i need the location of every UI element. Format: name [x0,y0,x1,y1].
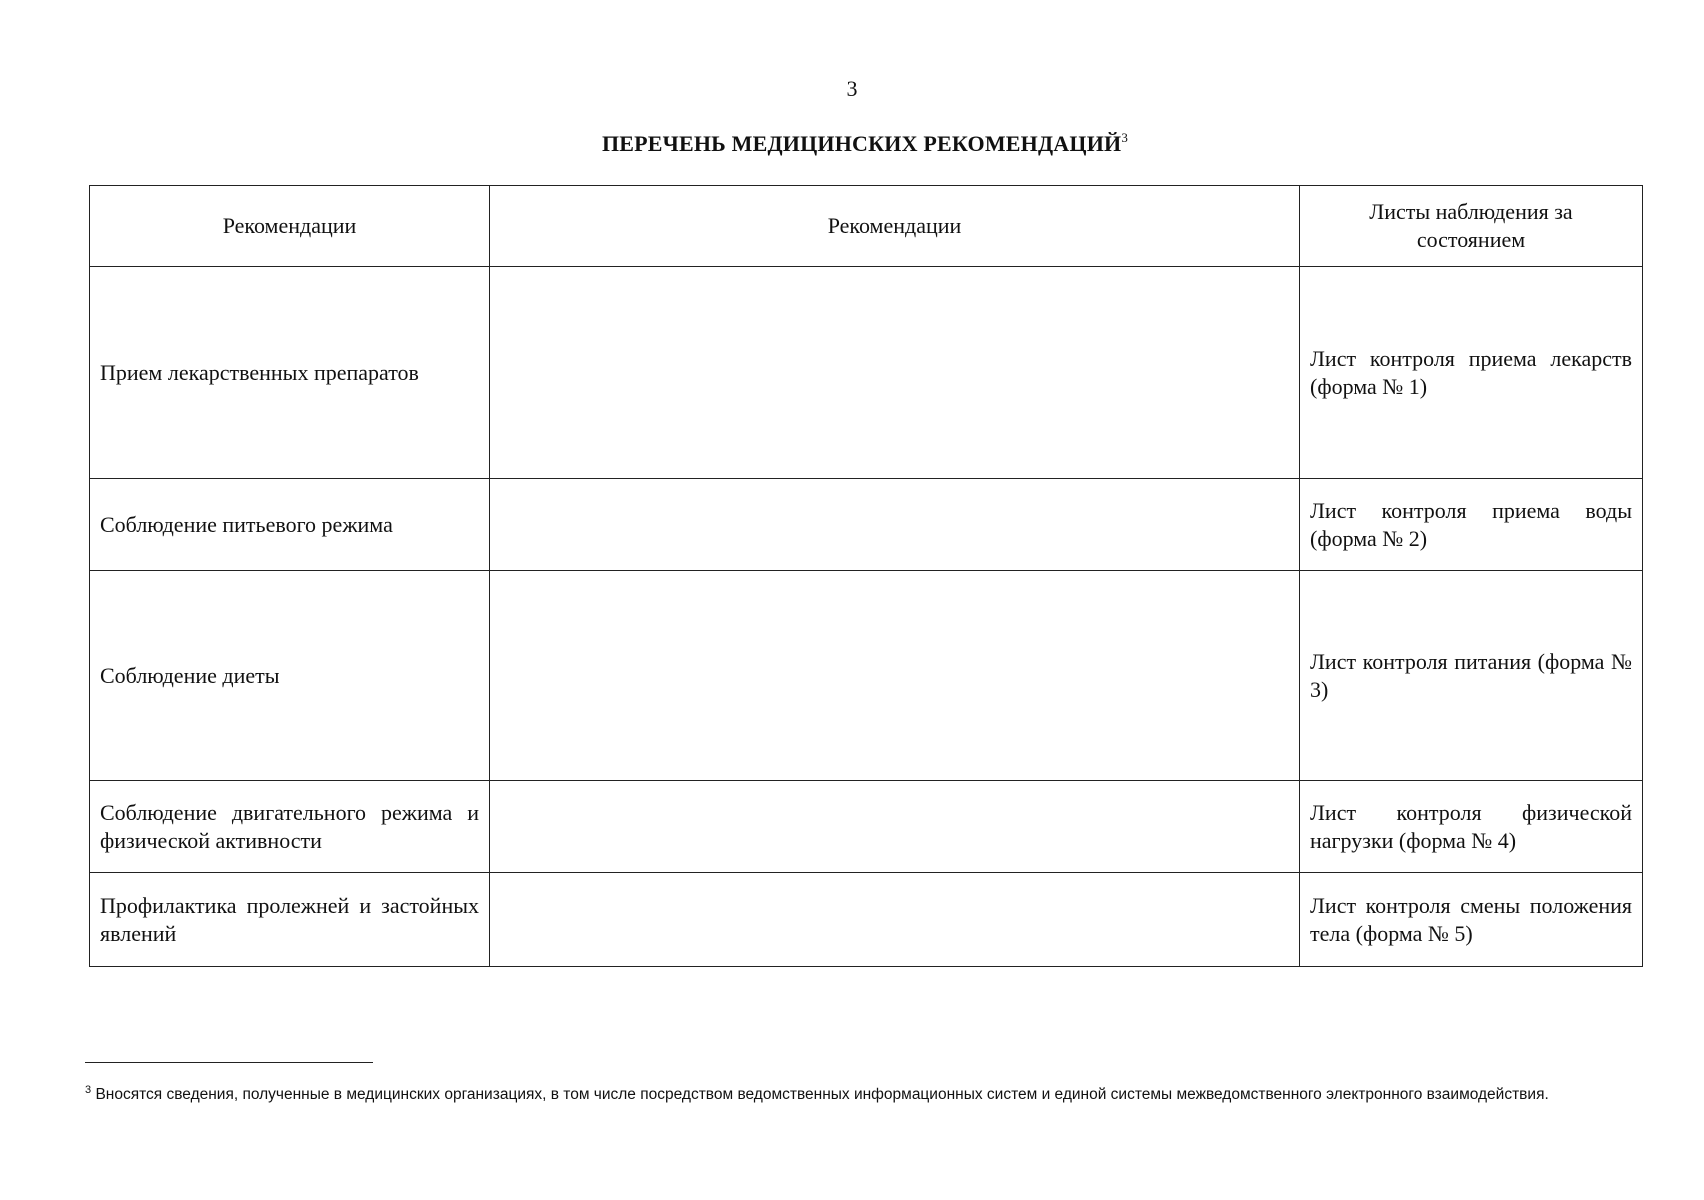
details-cell[interactable] [490,781,1300,873]
header-recommendations-details: Рекомендации [490,186,1300,267]
table-row [90,571,1643,781]
recommendation-cell: Соблюдение диеты [90,571,490,781]
recommendation-cell: Профилактика пролежней и застойных явлений [90,873,490,967]
table-header-row [90,186,1643,267]
header-observation-sheets: Листы наблюдения за состоянием [1300,186,1643,267]
header-recommendations: Рекомендации [90,186,490,267]
footnote-marker: 3 [85,1084,92,1096]
details-cell[interactable] [490,479,1300,571]
sheet-cell: Лист контроля питания (форма № 3) [1300,571,1643,781]
recommendations-table [89,185,1643,967]
sheet-cell: Лист контроля физической нагрузки (форма № 4) [1300,781,1643,873]
details-cell[interactable] [490,873,1300,967]
title-footnote-ref: 3 [1121,130,1129,145]
recommendation-cell: Соблюдение питьевого режима [90,479,490,571]
document-title-text: ПЕРЕЧЕНЬ МЕДИЦИНСКИХ РЕКОМЕНДАЦИЙ [601,131,1122,156]
sheet-cell: Лист контроля приема лекарств (форма № 1) [1300,267,1643,479]
sheet-cell: Лист контроля приема воды (форма № 2) [1300,479,1643,571]
footnote-separator [85,1062,373,1063]
page-number: 3 [846,76,858,101]
details-cell[interactable] [490,571,1300,781]
footnote [85,1078,1642,1107]
footnote-text: Вносятся сведения, полученные в медицинских организациях, в том числе посредством ведомственных информационных систем и единой системы межведомственного электронного взаимодействия. [95,1086,1549,1103]
table-row [90,781,1643,873]
sheet-cell: Лист контроля смены положения тела (форма № 5) [1300,873,1643,967]
details-cell[interactable] [490,267,1300,479]
recommendation-cell: Прием лекарственных препаратов [90,267,490,479]
document-title [0,130,1704,157]
table-row [90,267,1643,479]
table-row [90,873,1643,967]
recommendation-cell: Соблюдение двигательного режима и физической активности [90,781,490,873]
table-row [90,479,1643,571]
